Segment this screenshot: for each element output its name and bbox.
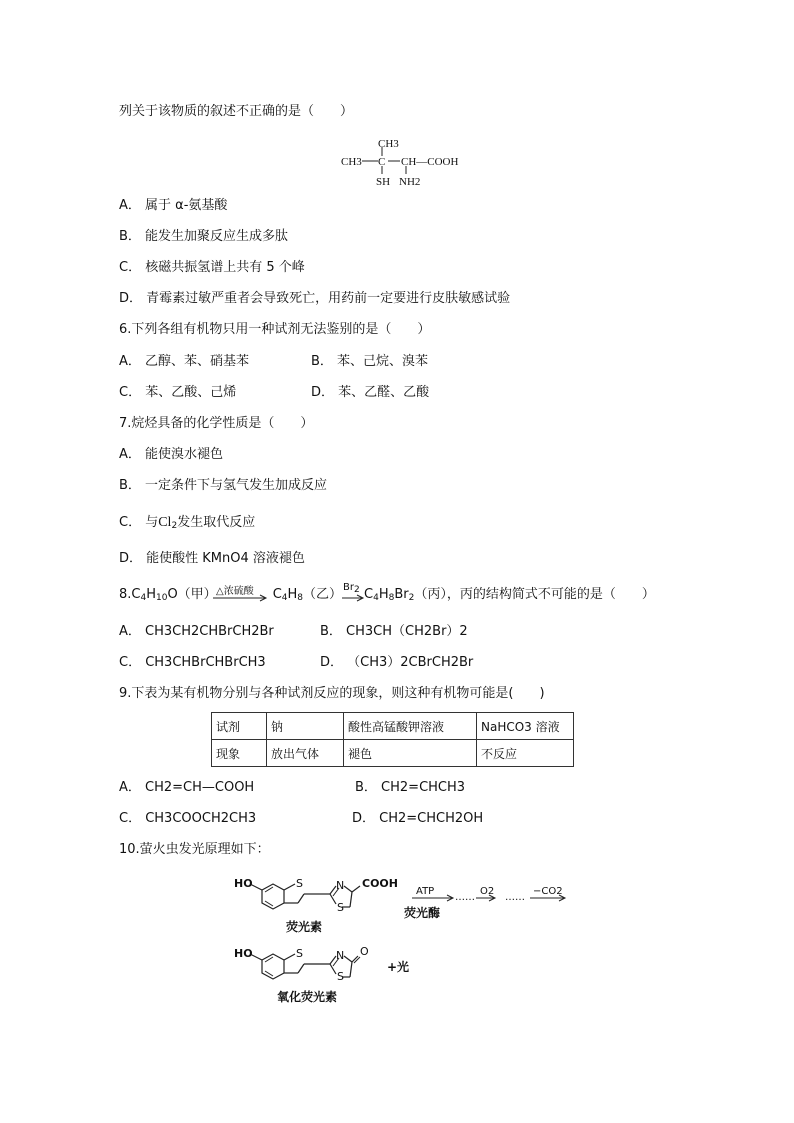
table-row xyxy=(212,740,574,767)
q5-option-d: D． 青霉素过敏严重者会导致死亡，用药前一定要进行皮肤敏感试验 xyxy=(119,291,511,306)
q8-jia: O（甲） xyxy=(167,587,217,602)
table-cell: 褪色 xyxy=(344,740,477,767)
luciferin-ho: HO xyxy=(234,877,253,890)
q8-sub2: 10 xyxy=(156,593,168,603)
table-cell: 现象 xyxy=(212,740,267,767)
q7-cl-sub: 2 xyxy=(171,521,178,531)
q7-option-b: B． 一定条件下与氢气发生加成反应 xyxy=(119,478,328,493)
q5-option-c: C． 核磁共振氢谱上共有 5 个峰 xyxy=(119,260,305,275)
dots-1: …… xyxy=(455,892,475,903)
q8-stem xyxy=(119,587,655,603)
q7-option-c-tail: 发生取代反应 xyxy=(177,515,256,530)
o2-label: O2 xyxy=(480,886,495,897)
q9-option-a: A． CH2=CH—COOH xyxy=(119,780,255,795)
q8-c4h8br2-h: H xyxy=(378,587,389,602)
oxyluciferin-s1: S xyxy=(296,947,303,960)
q8-option-b: B． CH3CH（CH2Br）2 xyxy=(320,624,468,639)
q9-option-b: B． CH2=CHCH3 xyxy=(355,780,466,795)
q5-ch-cooh: CH—COOH xyxy=(401,156,459,168)
q8-c: 8.C xyxy=(119,587,141,602)
oxyluciferin-ho: HO xyxy=(234,947,253,960)
q9-option-c: C． CH3COOCH2CH3 xyxy=(119,811,257,826)
dots-2: …… xyxy=(505,892,525,903)
q8-arrow2 xyxy=(342,594,366,602)
q5-stem: 列关于该物质的叙述不正确的是（ ） xyxy=(119,104,354,119)
q8-option-a: A． CH3CH2CHBrCH2Br xyxy=(119,624,274,639)
q8-sub5: 4 xyxy=(373,593,379,603)
q7-option-d: D． 能使酸性 KMnO4 溶液褪色 xyxy=(119,551,305,566)
enzyme-label: 荧光酶 xyxy=(404,906,441,920)
oxyluciferin-name: 氧化荧光素 xyxy=(277,990,338,1004)
q5-ch3-left: CH3 xyxy=(341,156,362,168)
q8-yi: （乙） xyxy=(303,587,343,602)
luciferin-s2: S xyxy=(337,901,344,914)
q5-option-b: B． 能发生加聚反应生成多肽 xyxy=(119,229,289,244)
q7-option-c-prefix: C． 与 xyxy=(119,515,159,530)
q9-option-d: D． CH2=CHCH2OH xyxy=(352,811,484,826)
q7-option-a: A． 能使溴水褪色 xyxy=(119,447,224,462)
luciferin-cooh: COOH xyxy=(362,877,398,890)
q5-nh2: NH2 xyxy=(399,176,421,188)
table-row xyxy=(212,713,574,740)
q5-ch3-top: CH3 xyxy=(378,138,399,150)
q8-arrow1 xyxy=(213,594,269,602)
q9-stem: 9.下表为某有机物分别与各种试剂反应的现象，则这种有机物可能是( ) xyxy=(119,686,545,701)
luciferin-name: 荧光素 xyxy=(286,920,323,934)
q8-c4h8-h: H xyxy=(287,587,298,602)
oxyluciferin-o: O xyxy=(360,945,369,958)
plus-light: +光 xyxy=(387,960,410,974)
q8-c4h8br2-br: Br xyxy=(394,587,409,602)
table-cell: 试剂 xyxy=(212,713,267,740)
q8-h: H xyxy=(146,587,156,602)
q10-stem: 10.萤火虫发光原理如下： xyxy=(119,842,270,857)
table-cell: NaHCO3 溶液 xyxy=(477,713,574,740)
q8-sub1: 4 xyxy=(140,593,147,603)
q8-sub6: 8 xyxy=(388,593,395,603)
q9-reagent-table xyxy=(211,712,574,767)
table-cell: 不反应 xyxy=(477,740,574,767)
q8-sub4: 8 xyxy=(297,593,304,603)
q8-sub3: 4 xyxy=(281,593,288,603)
q7-cl: Cl xyxy=(158,515,172,530)
oxyluciferin-s2: S xyxy=(337,970,344,983)
q8-arrow2-br: Br xyxy=(343,582,354,593)
q6-option-d: D． 苯、乙醛、乙酸 xyxy=(311,385,430,400)
q5-sh: SH xyxy=(376,176,391,188)
oxyluciferin-n: N xyxy=(336,949,345,962)
table-cell: 酸性高锰酸钾溶液 xyxy=(344,713,477,740)
q8-option-d: D． （CH3）2CBrCH2Br xyxy=(320,655,474,670)
q8-c4h8br2-c: C xyxy=(364,587,374,602)
q5-option-a: A． 属于 α-氨基酸 xyxy=(119,198,228,213)
atp-label: ATP xyxy=(416,886,435,897)
co2-label: −CO2 xyxy=(533,886,563,897)
q6-stem: 6.下列各组有机物只用一种试剂无法鉴别的是（ ） xyxy=(119,322,431,337)
q8-arrow2-sub: 2 xyxy=(353,585,360,595)
luciferin-s1: S xyxy=(296,877,303,890)
q7-option-c xyxy=(119,515,255,531)
q8-sub7: 2 xyxy=(408,593,415,603)
q7-stem: 7.烷烃具备的化学性质是（ ） xyxy=(119,416,314,431)
q8-arrow1-label: △浓硫酸 xyxy=(216,586,254,597)
q6-option-a: A． 乙醇、苯、硝基苯 xyxy=(119,354,250,369)
q6-option-c: C． 苯、乙酸、己烯 xyxy=(119,385,237,400)
q6-option-b: B． 苯、己烷、溴苯 xyxy=(311,354,429,369)
table-cell: 钠 xyxy=(267,713,344,740)
luciferin-n: N xyxy=(336,879,345,892)
q5-c: C xyxy=(378,156,386,168)
q8-arrow2-label xyxy=(343,582,360,593)
q8-c4h8-c: C xyxy=(272,587,282,602)
q8-tail: （丙），丙的结构简式不可能的是（ ） xyxy=(414,587,655,602)
q8-option-c: C． CH3CHBrCHBrCH3 xyxy=(119,655,266,670)
table-cell: 放出气体 xyxy=(267,740,344,767)
